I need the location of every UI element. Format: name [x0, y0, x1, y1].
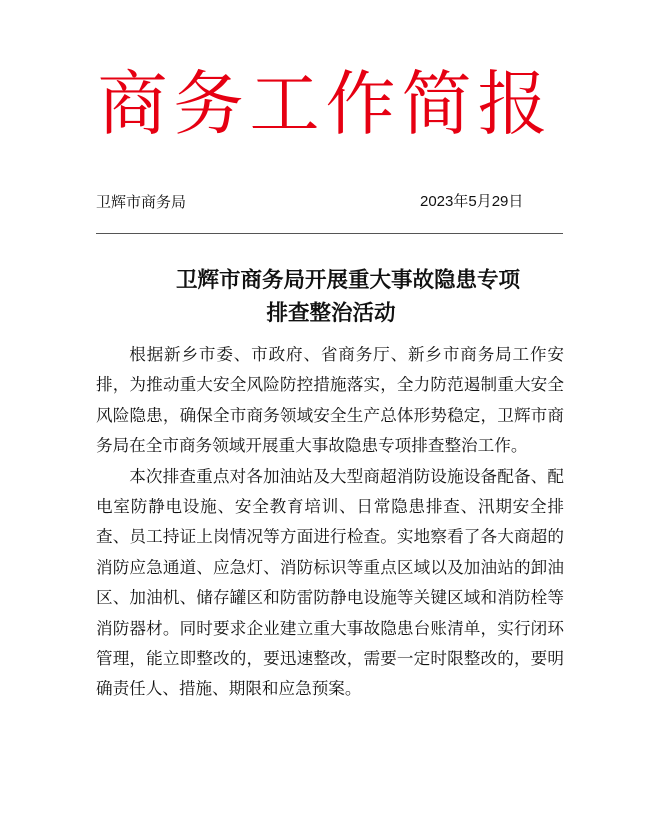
header-divider — [96, 233, 563, 234]
paragraph-1: 根据新乡市委、市政府、省商务厅、新乡市商务局工作安排，为推动重大安全风险防控措施落实，全力防范遏制重大安全风险隐患，确保全市商务领域安全生产总体形势稳定，卫辉市商务局在全市商务领域开展重大事故隐患专项排查整治工作。 — [96, 345, 564, 456]
issue-date: 2023年5月29日 — [420, 193, 524, 210]
paragraph-2: 本次排查重点对各加油站及大型商超消防设施设备配备、配电室防静电设施、安全教育培训、日常隐患排查、汛期安全排查、员工持证上岗情况等方面进行检查。实地察看了各大商超的消防应急通道、应急灯、消防标识等重点区域以及加油站的卸油区、加油机、储存罐区和防雷防静电设施等关键区域和消防栓等消防器材。同时要求企业建立重大事故隐患台账清单，实行闭环管理，能立即整改的，要迅速整改，需要一定时限整改的，要明确责任人、措施、期限和应急预案。 — [96, 466, 564, 699]
masthead-title: 商务工作简报 — [97, 63, 554, 145]
article-title-line-2: 排查整治活动 — [266, 301, 396, 326]
article-title — [96, 264, 566, 330]
article-title-line-1: 卫辉市商务局开展重大事故隐患专项 — [175, 268, 520, 293]
article-body — [96, 340, 564, 705]
issuer-name: 卫辉市商务局 — [96, 193, 187, 211]
